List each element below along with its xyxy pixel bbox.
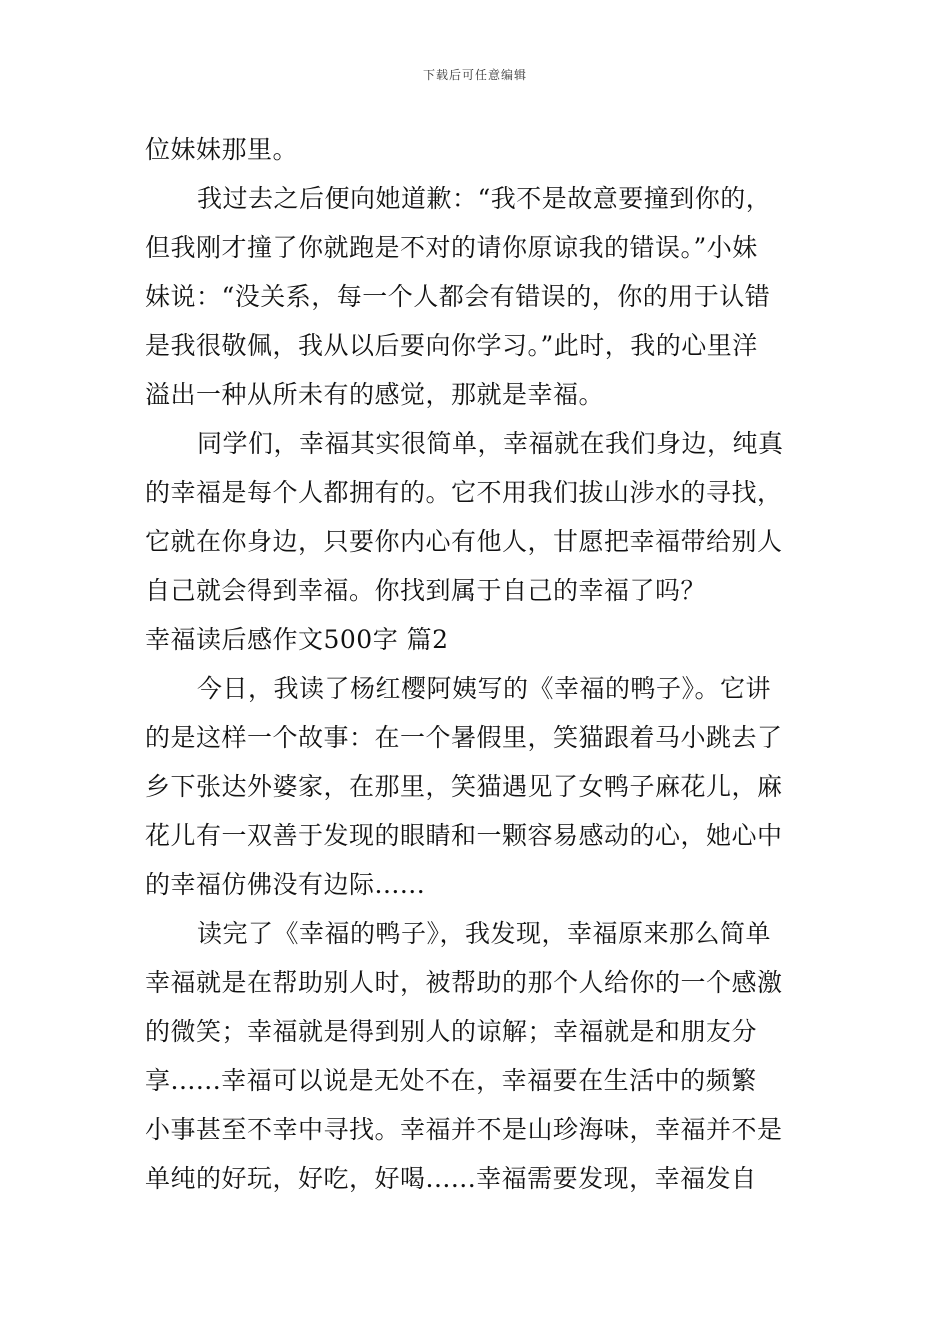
text-line: 的幸福是每个人都拥有的。它不用我们拔山涉水的寻找， — [145, 478, 783, 507]
text-line: 的是这样一个故事：在一个暑假里，笑猫跟着马小跳去了 — [145, 723, 783, 752]
text-line: 妹说：“没关系，每一个人都会有错误的，你的用于认错 — [145, 282, 771, 311]
page-header: 下载后可任意编辑 — [422, 68, 527, 82]
text-line: 它就在你身边，只要你内心有他人，甘愿把幸福带给别人 — [145, 527, 783, 556]
text-line: 幸福就是在帮助别人时，被帮助的那个人给你的一个感激 — [145, 968, 783, 997]
text-line: 同学们，幸福其实很简单，幸福就在我们身边，纯真 — [197, 429, 784, 458]
text-line: 读完了《幸福的鸭子》，我发现，幸福原来那么简单 — [197, 919, 772, 948]
text-line: 溢出一种从所未有的感觉，那就是幸福。 — [145, 380, 605, 409]
text-line: 小事甚至不幸中寻找。幸福并不是山珍海味，幸福并不是 — [145, 1115, 783, 1144]
document-body — [145, 125, 815, 1203]
text-line: 花儿有一双善于发现的眼睛和一颗容易感动的心，她心中 — [145, 821, 783, 850]
section-heading: 幸福读后感作文500字 篇2 — [145, 625, 449, 654]
text-line: 但我刚才撞了你就跑是不对的请你原谅我的错误。”小妹 — [145, 233, 758, 262]
text-line: 自己就会得到幸福。你找到属于自己的幸福了吗？ — [145, 576, 707, 605]
text-line: 的微笑；幸福就是得到别人的谅解；幸福就是和朋友分 — [145, 1017, 758, 1046]
text-line: 是我很敬佩，我从以后要向你学习。”此时，我的心里洋 — [145, 331, 758, 360]
text-line: 享......幸福可以说是无处不在，幸福要在生活中的频繁 — [145, 1066, 757, 1095]
text-line: 位妹妹那里。 — [145, 135, 299, 164]
text-line: 的幸福仿佛没有边际...... — [145, 870, 426, 899]
text-line: 乡下张达外婆家，在那里，笑猫遇见了女鸭子麻花儿，麻 — [145, 772, 783, 801]
text-line: 单纯的好玩，好吃，好喝......幸福需要发现，幸福发自 — [145, 1164, 757, 1193]
text-line: 今日，我读了杨红樱阿姨写的《幸福的鸭子》。它讲 — [197, 674, 772, 703]
text-line: 我过去之后便向她道歉：“我不是故意要撞到你的， — [197, 184, 772, 213]
